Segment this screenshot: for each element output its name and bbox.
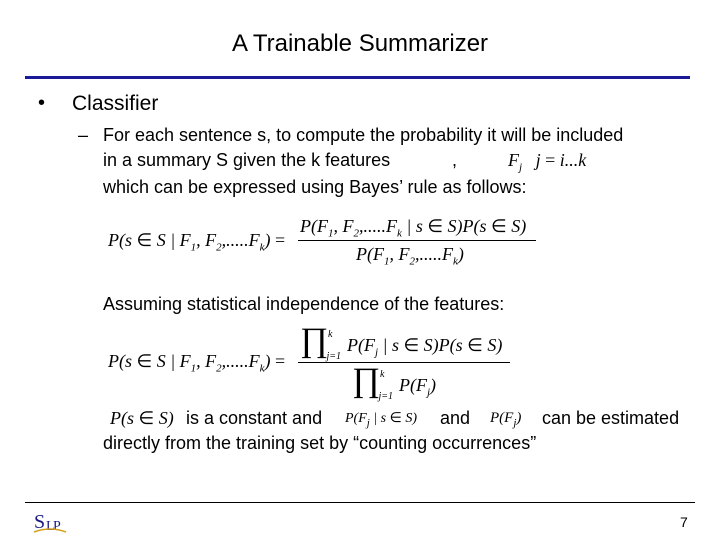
math-p-fj: $P(F_j)$ [490, 410, 522, 429]
title-divider [25, 76, 690, 79]
eq2-fraction-bar [298, 362, 510, 363]
math-p-fj-given-s: $P(F_j$ | s ∈ S) [345, 411, 417, 429]
footer-divider [25, 502, 695, 503]
svg-text:P: P [53, 519, 61, 534]
eq1-fraction-bar [298, 240, 536, 241]
text-line-2-comma: , [452, 150, 458, 170]
slide-title: A Trainable Summarizer [231, 30, 489, 57]
bullet-marker: • [38, 92, 46, 114]
bullet-classifier: Classifier [72, 92, 159, 115]
page-number: 7 [680, 514, 688, 530]
eq1-numerator: $P(F_1$, $F_2,.....F_k$ | s ∈ S)P(s ∈ S) [300, 216, 527, 240]
svg-text:S: S [34, 511, 46, 533]
sub-bullet-marker: – [78, 125, 89, 145]
math-p-s-in-S: P(s ∈ S) [110, 408, 174, 428]
eq2-numerator: $\prod^k_{j=1}P(F_j$ | s ∈ S)P(s ∈ S) [300, 322, 503, 362]
text-line-2: in a summary S given the k features [103, 150, 391, 170]
eq2-denominator: $\prod^k_{j=1}P(F_j)$ [352, 362, 437, 402]
eq2-lhs: P(s ∈ S | $F_1$, $F_2,.....F_k$) = [108, 351, 286, 375]
const-text-prefix: is a constant and [186, 408, 323, 428]
eq1-denominator: $P(F_1$, $F_2,.....F_k$) [356, 244, 464, 268]
svg-text:L: L [46, 519, 55, 534]
text-line-1: For each sentence s, to compute the probability it will be included [103, 125, 624, 145]
features-notation: $F_j$ j = i...k [508, 150, 587, 174]
const-text-and: and [440, 408, 471, 428]
assumption-text: Assuming statistical independence of the features: [103, 294, 505, 314]
const-text-suffix: can be estimated [542, 408, 680, 428]
text-line-3: which can be expressed using Bayes’ rule as follows: [103, 177, 527, 197]
slp-logo [32, 506, 68, 536]
text-last-line: directly from the training set by “counting occurrences” [103, 433, 537, 453]
eq1-lhs: P(s ∈ S | $F_1$, $F_2,.....F_k$) = [108, 230, 286, 254]
